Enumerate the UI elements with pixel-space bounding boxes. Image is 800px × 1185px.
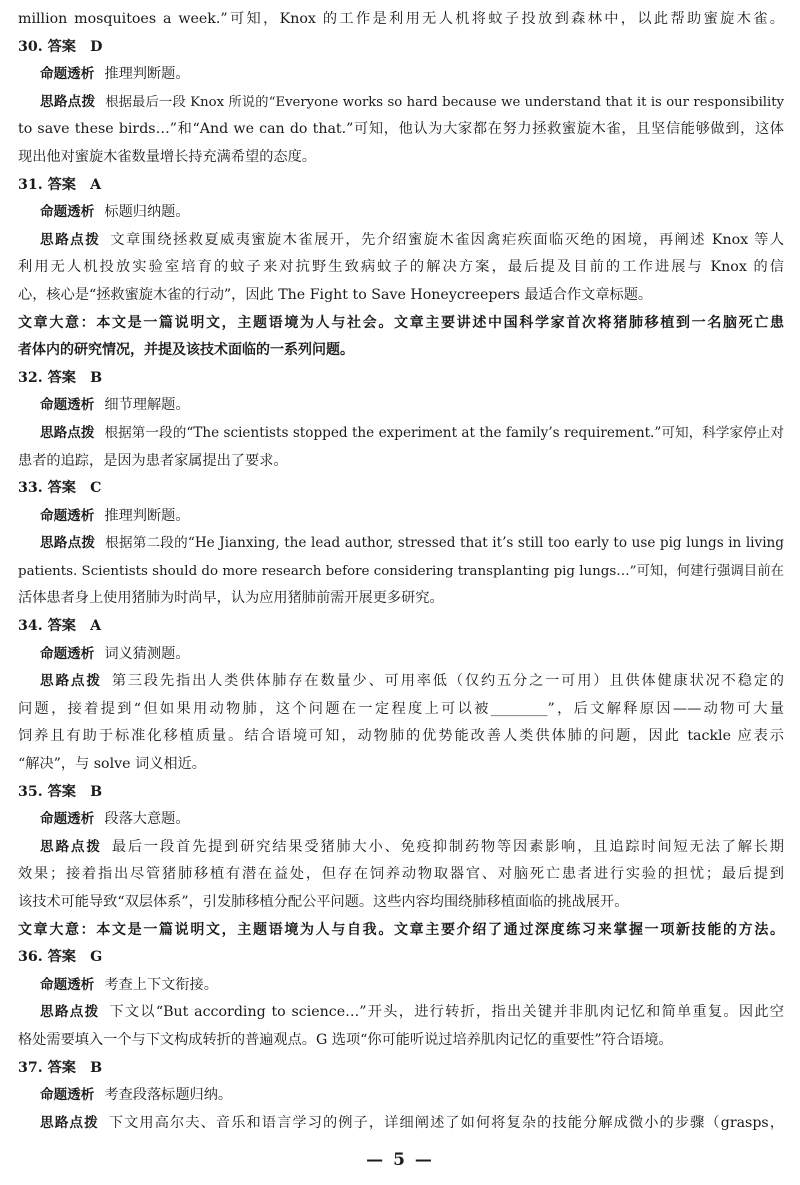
answer-heading-37: 37. 答案 B [18,1059,103,1076]
hint-text: 第三段先指出人类供体肺存在数量少、可用率低（仅约五分之一可用）且供体健康状况不稳定的 [111,673,784,690]
hint-label: 思路点拨 [40,838,102,855]
hint-line [18,227,784,255]
text-line: 患者的追踪，是因为患者家属提出了要求。 [18,452,288,469]
analysis-label: 命题透析 [40,66,95,83]
hint-text: 最后一段首先提到研究结果受猪肺大小、免疫抑制药物等因素影响，且追踪时间短无法了解长期 [111,838,784,855]
article-summary: 文章大意：本文是一篇说明文，主题语境为人与社会。文章主要讲述中国科学家首次将猪肺移植到一名脑死亡患 [18,314,784,331]
hint-line [18,420,784,448]
text-line: 效果；接着指出尽管猪肺移植有潜在益处，但存在饲养动物取器官、对脑死亡患者进行实验的担忧；最后提到 [18,866,784,883]
analysis-line [18,392,784,420]
hint-label: 思路点拨 [40,93,96,110]
question-type: 细节理解题。 [104,397,190,414]
text-line: 利用无人机投放实验室培育的蚊子来对抗野生致病蚊子的解决方案，最后提及目前的工作进展与 Knox 的信 [18,259,784,276]
answer-heading-31: 31. 答案 A [18,176,102,193]
answer-heading-32: 32. 答案 B [18,369,103,386]
analysis-label: 命题透析 [40,811,95,828]
page-number: — 5 — [366,1150,434,1170]
hint-line [18,668,784,696]
question-type: 词义猜测题。 [104,645,190,662]
question-type: 标题归纳题。 [104,204,190,221]
text-line: patients. Scientists should do more research before considering transplanting pig lungs…”可知，何建行强调目前在 [18,563,784,579]
hint-text: 根据最后一段 Knox 所说的“Everyone works so hard because we understand that it is our responsibility [105,94,784,110]
analysis-label: 命题透析 [40,204,95,221]
analysis-label: 命题透析 [40,397,95,414]
hint-line [18,834,784,862]
answer-heading-30: 30. 答案 D [18,38,103,55]
hint-text: 根据第二段的“He Jianxing, the lead author, stressed that it’s still too early to use pig lungs in living [105,535,784,552]
text-line: 问题，接着提到“但如果用动物肺，这个问题在一定程度上可以被________”，后文解释原因——动物可大量 [18,700,784,717]
question-type: 段落大意题。 [104,811,190,828]
hint-text: 下文用高尔夫、音乐和语言学习的例子，详细阐述了如何将复杂的技能分解成微小的步骤（grasps， [108,1114,784,1131]
hint-text: 根据第一段的“The scientists stopped the experiment at the family’s requirement.”可知，科学家停止对 [104,424,784,441]
article-summary: 者体内的研究情况，并提及该技术面临的一系列问题。 [18,342,354,359]
answer-heading-35: 35. 答案 B [18,783,103,800]
text-line: to save these birds…”和“And we can do that.”可知，他认为大家都在努力拯救蜜旋木雀，且坚信能够做到，这体 [18,121,784,138]
answer-heading-34: 34. 答案 A [18,618,102,635]
analysis-line [18,1082,784,1110]
text-line: 心，核心是“拯救蜜旋木雀的行动”，因此 The Fight to Save Honeycreepers 最适合作文章标题。 [18,286,653,303]
analysis-line [18,641,784,669]
analysis-label: 命题透析 [40,976,95,993]
analysis-label: 命题透析 [40,645,95,662]
hint-label: 思路点拨 [40,1004,100,1021]
hint-line [18,530,784,558]
hint-line [18,999,784,1027]
text-line: 活体患者身上使用猪肺为时尚早，认为应用猪肺前需开展更多研究。 [18,590,444,607]
question-type: 考查段落标题归纳。 [104,1087,233,1104]
hint-label: 思路点拨 [40,231,101,248]
text-line: million mosquitoes a week.”可知，Knox 的工作是利用无人机将蚊子投放到森林中，以此帮助蜜旋木雀。 [18,11,784,27]
answer-heading-33: 33. 答案 C [18,480,102,497]
analysis-line [18,806,784,834]
question-type: 推理判断题。 [104,507,190,524]
analysis-label: 命题透析 [40,1087,95,1104]
analysis-label: 命题透析 [40,507,95,524]
article-summary: 文章大意：本文是一篇说明文，主题语境为人与自我。文章主要介绍了通过深度练习来掌握一项新技能的方法。 [18,921,784,938]
hint-text: 文章围绕拯救夏威夷蜜旋木雀展开，先介绍蜜旋木雀因禽疟疾面临灭绝的困境，再阐述 Knox 等人 [110,231,785,248]
analysis-line [18,199,784,227]
analysis-line [18,503,784,531]
hint-line [18,89,784,117]
hint-text: 下文以“But according to science…”开头，进行转折，指出关键并非肌肉记忆和简单重复。因此空 [109,1004,784,1021]
hint-label: 思路点拨 [40,424,95,441]
text-line: 格处需要填入一个与下文构成转折的普遍观点。G 选项“你可能听说过培养肌肉记忆的重要性”符合语境。 [18,1031,673,1048]
text-line: 饲养且有助于标准化移植质量。结合语境可知，动物肺的优势能改善人类供体肺的问题，因此 tackle 应表示 [18,728,784,745]
hint-label: 思路点拨 [40,673,102,690]
answer-key-page [18,6,784,1137]
question-type: 考查上下文衔接。 [104,976,218,993]
text-line: 该技术可能导致“双层体系”，引发肺移植分配公平问题。这些内容均围绕肺移植面临的挑战展开。 [18,894,629,910]
hint-label: 思路点拨 [40,1114,99,1131]
answer-heading-36: 36. 答案 G [18,949,103,966]
question-type: 推理判断题。 [104,66,190,83]
hint-label: 思路点拨 [40,535,96,552]
analysis-line [18,972,784,1000]
text-line: “解决”，与 solve 词义相近。 [18,756,206,773]
analysis-line [18,61,784,89]
text-line: 现出他对蜜旋木雀数量增长持充满希望的态度。 [18,148,316,165]
hint-line [18,1110,784,1138]
